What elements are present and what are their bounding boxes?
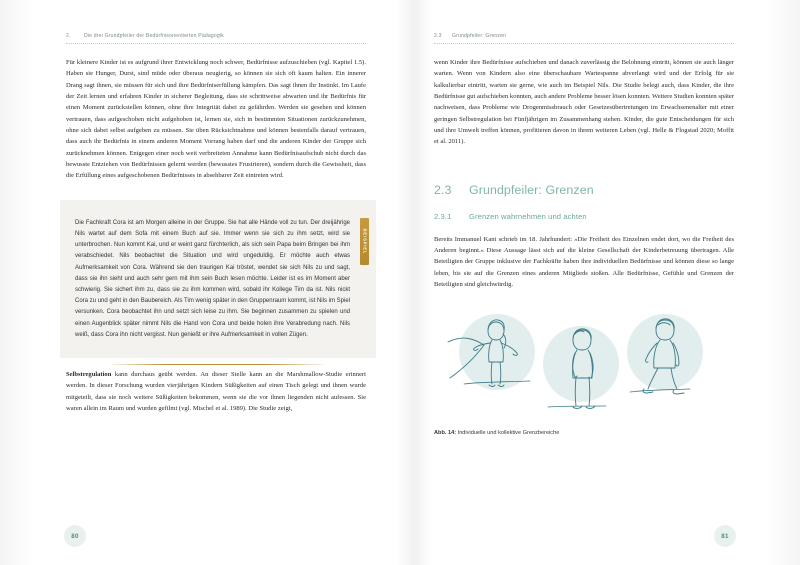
left-paragraph-2-body: kann durchaus geübt werden. An dieser Stelle kann an die Marshmallow-Studie erinnert werden. In dieser Forschung wurden vierjährigen Kindern Süßigkeiten auf einen Tisch gelegt und ihnen wurde mitgeteilt, dass sie noch weitere Süßigkeiten bekommen, wenn sie die vor ihnen liegenden nicht aufessen. Sie waren allein im Raum und wurden gefilmt (vgl. Mischel et al. 1989). Die Studie zeigt, — [66, 371, 366, 413]
running-head-left-number: 2. — [66, 33, 71, 39]
page-number-right: 81 — [714, 525, 736, 547]
figure-14 — [434, 312, 734, 437]
section-heading-2-3-title: Grundpfeiler: Grenzen — [469, 182, 594, 197]
right-paragraph-1: wenn Kinder ihre Bedürfnisse aufschieben und danach zuverlässig die Belohnung eintritt, können sie auch länger warten. Wenn von Kindern also eine überschaubare Wartespanne abverlangt wird und der Erfolg für sie kalkulierbar eintritt, warten sie gerne, wie auch im Beispiel Nils. Die Studie belegt auch, dass Kinder, die ihre Bedürfnisse gut aufschieben konnten, auch andere Probleme besser lösen konnten. Weitere Studien konnten später nachweisen, dass Probleme wie Drogenmissbrauch oder Gesetzesübertretungen im Erwachsenenalter mit einer geringen Selbstregulation bei Fünfjährigen im Zusammenhang stehen. Kinder, die gute Entscheidungen für sich und ihre Umwelt treffen können, profitieren davon in ihrem weiteren Leben (vgl. Helle & Flogstad 2020; Moffit et al. 2011). — [434, 59, 734, 146]
left-paragraph-2 — [66, 369, 366, 414]
section-heading-2-3-1 — [434, 212, 734, 221]
running-head-left-title: Die drei Grundpfeiler der Bedürfnisorientierten Pädagogik — [84, 33, 224, 39]
example-box-underline — [112, 364, 324, 365]
running-head-right-rule — [434, 42, 734, 44]
running-head-right — [434, 0, 734, 39]
left-paragraph-1: Für kleinere Kinder ist es aufgrund ihrer Entwicklung noch schwer, Bedürfnisse aufzuschieben (vgl. Kapitel 1.5). Haben sie Hunger, Durst, sind müde oder überaus neugierig, so können sie sich oft kaum halten. Ein innerer Drang sagt ihnen, sie müssen für sich und ihre Bedürfniserfüllung kämpfen. Das sagt ihnen ihr Instinkt. Im Laufe der Zeit lernen und erfahren Kinder in sicherer Begleitung, dass sie schrittweise abwarten und ihr Bedürfnis für einen Moment zurückstellen können, ohne ihre Integrität dabei zu gefährden. Werden sie gesehen und können vertrauen, dass aufgeschoben nicht aufgehoben ist, lernen sie, sich in bestimmten Situationen zurückzunehmen, ohne sich dabei selbst aufgeben zu müssen. Sie üben Rücksichtnahme und können bestenfalls darauf vertrauen, dass auch ihr Bedürfnis in einem anderen Moment Vorrang haben darf und die anderen Kinder der Gruppe sich zurücknehmen können. Entgegen einer noch weit verbreiteten Annahme kann Bedürfnisaufschub nicht durch das bewusste Entziehen von Bedürfnissen gelernt werden (bewusstes Frustrieren), sondern durch die Gewissheit, dass die Erfüllung eines aufgeschobenen Bedürfnisses in absehbarer Zeit eintreten wird. — [66, 59, 366, 180]
example-tab-label: BEISPIEL — [362, 228, 368, 255]
example-tab — [360, 218, 369, 265]
running-head-left-rule — [66, 42, 366, 44]
figure-circle-center — [543, 326, 619, 402]
section-heading-2-3 — [434, 183, 734, 197]
page-number-left: 80 — [64, 525, 86, 547]
figure-14-caption — [434, 430, 734, 436]
example-box-text: Die Fachkraft Cora ist am Morgen alleine in der Gruppe. Sie hat alle Hände voll zu tun. Der dreijährige Nils wartet auf dem Sofa mit einem Buch auf sie. Immer wenn sie sich zu ihm setzt, wird sie unterbrochen. Nun kommt Kai, und er weint ganz fürchterlich, als sich sein Papa beim Bringen bei ihm verabschiedet. Nils beobachtet die Situation und wird ungeduldig. Er möchte auch etwas Aufmerksamkeit von Cora. Während sie den traurigen Kai tröstet, wendet sie sich Nils zu und sagt, dass sie ihn sieht und auch sehr gern mit ihm sein Buch lesen möchte. Leider ist es im Moment aber schwierig. Sie sichert ihm zu, dass sie zu ihm kommen wird, sobald ihr Kollege Tim da ist. Nils nickt Cora zu und geht in den Baubereich. Als Tim wenig später in den Gruppenraum kommt, ist Nils im Spiel versunken. Cora beobachtet ihn und setzt sich leise zu ihm. Sie beginnen zusammen zu spielen und einen Augenblick später nimmt Nils die Hand von Cora und beide holen ihre Verabredung nach. Nils weiß, dass Cora ihn nicht vergisst. Nun genießt er ihre Aufmerksamkeit in vollen Zügen. — [75, 219, 350, 338]
example-box — [60, 200, 376, 358]
running-head-right-number: 2.3 — [434, 33, 442, 39]
running-head-right-title: Grundpfeiler: Grenzen — [452, 33, 507, 39]
running-head-left — [66, 0, 366, 39]
page-right — [400, 0, 800, 565]
figure-14-illustration — [434, 312, 734, 424]
section-heading-2-3-1-title: Grenzen wahrnehmen und achten — [469, 211, 587, 221]
figure-circle-left — [459, 314, 535, 390]
right-paragraph-2: Bereits Immanuel Kant schrieb im 18. Jahrhundert: »Die Freiheit des Einzelnen endet dort, wo die Freiheit des Anderen beginnt.« Diese Aussage lässt sich auf die kleine Gesellschaft der Kinderbetreuung übertragen. Alle Beteiligten der Gruppe inklusive der Fachkräfte haben ihre individuellen Bedürfnisse und können diese so lange leben, bis sie auf die Grenzen eines anderen Mitglieds stoßen. Alle Bedürfnisse, Gefühle und Grenzen der Beteiligten sind gleichwürdig. — [434, 235, 734, 289]
figure-14-caption-text: Individuelle und kollektive Grenzbereiche — [457, 430, 560, 437]
section-heading-2-3-1-number: 2.3.1 — [434, 211, 452, 221]
section-heading-2-3-number: 2.3 — [434, 182, 452, 197]
left-paragraph-2-lead: Selbstregulation — [66, 371, 112, 379]
figure-circle-right — [627, 314, 703, 390]
figure-14-caption-label: Abb. 14: — [434, 430, 457, 437]
